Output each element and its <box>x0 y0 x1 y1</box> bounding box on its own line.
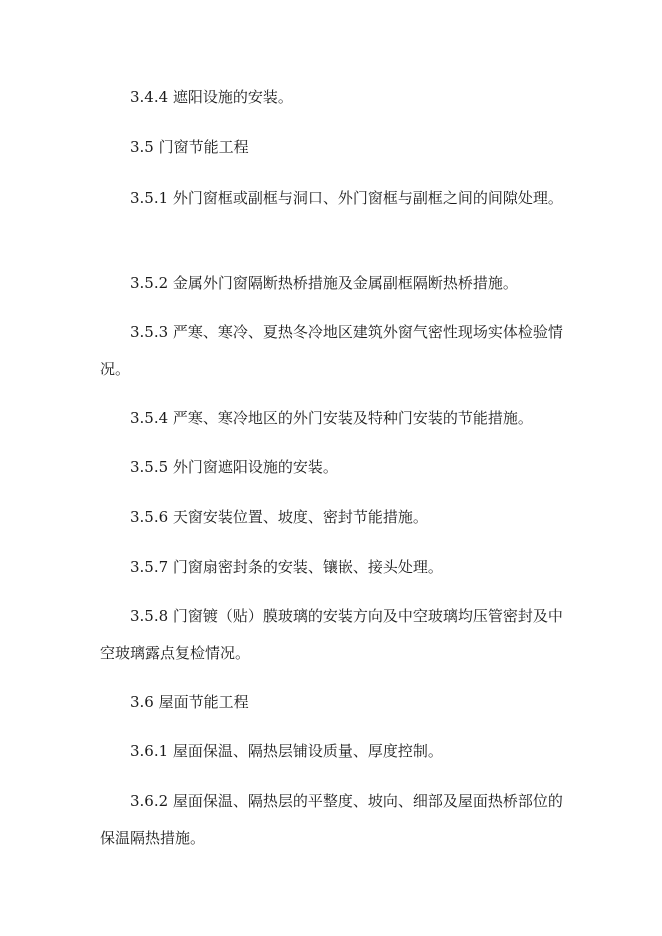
section-heading-3-5: 3.5 门窗节能工程 <box>130 138 249 156</box>
paragraph-3-6-2: 3.6.2 屋面保温、隔热层的平整度、坡向、细部及屋面热桥部位的保温隔热措施。 <box>100 792 563 847</box>
section-heading-3-6: 3.6 屋面节能工程 <box>130 693 249 711</box>
paragraph-3-6-1: 3.6.1 屋面保温、隔热层铺设质量、厚度控制。 <box>130 742 443 760</box>
paragraph-3-5-8: 3.5.8 门窗镀（贴）膜玻璃的安装方向及中空玻璃均压管密封及中空玻璃露点复检情况。 <box>100 607 563 662</box>
paragraph-3-5-5: 3.5.5 外门窗遮阳设施的安装。 <box>130 458 338 476</box>
paragraph-3-5-6: 3.5.6 天窗安装位置、坡度、密封节能措施。 <box>130 508 428 526</box>
paragraph-3-5-4: 3.5.4 严寒、寒冷地区的外门安装及特种门安装的节能措施。 <box>130 409 533 427</box>
paragraph-3-5-1: 3.5.1 外门窗框或副框与洞口、外门窗框与副框之间的间隙处理。 <box>130 189 563 207</box>
paragraph-3-4-4: 3.4.4 遮阳设施的安装。 <box>130 88 293 106</box>
paragraph-3-5-7: 3.5.7 门窗扇密封条的安装、镶嵌、接头处理。 <box>130 558 443 576</box>
paragraph-3-5-3: 3.5.3 严寒、寒冷、夏热冬冷地区建筑外窗气密性现场实体检验情况。 <box>100 323 563 378</box>
paragraph-3-5-2: 3.5.2 金属外门窗隔断热桥措施及金属副框隔断热桥措施。 <box>130 274 518 292</box>
